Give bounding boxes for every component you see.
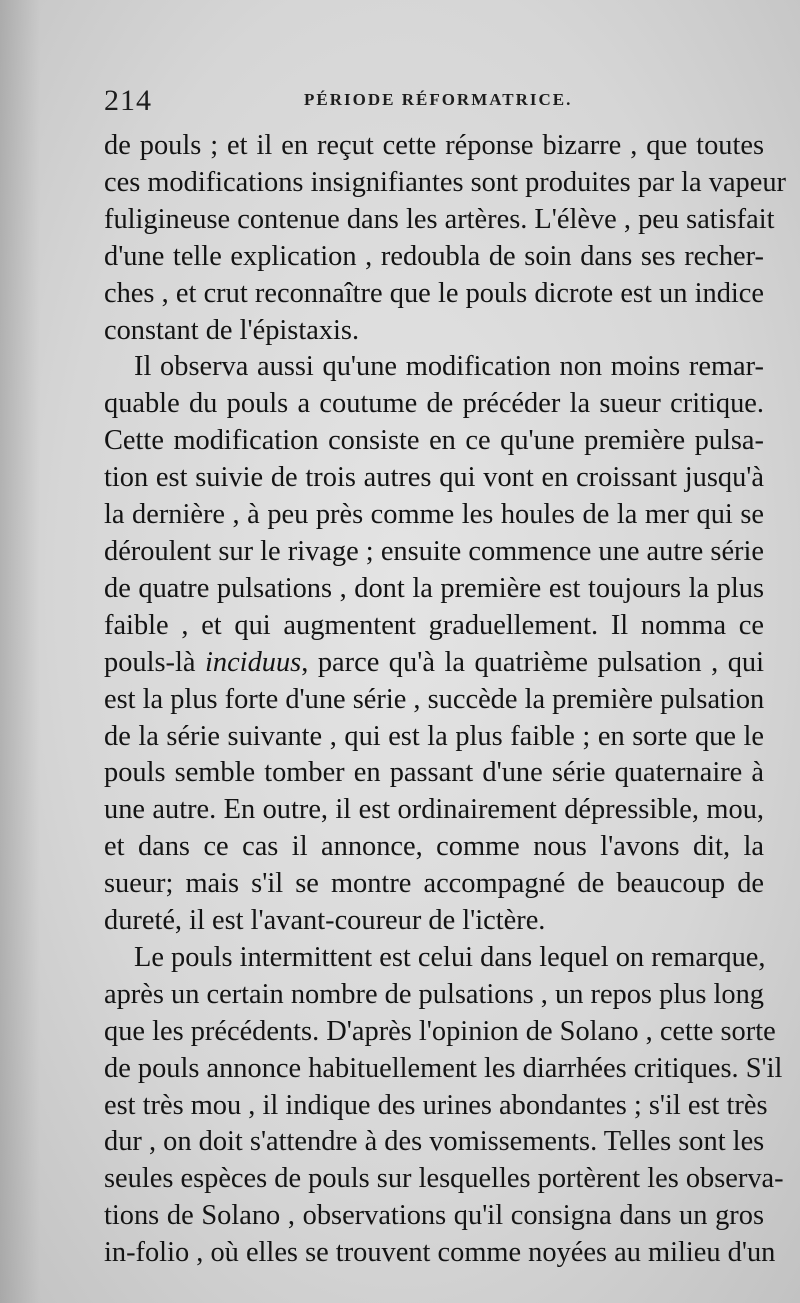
text-segment: Il observa aussi qu'une modification non moins remar-: [134, 351, 764, 383]
text-line: [104, 1051, 783, 1088]
text-line: [104, 1161, 784, 1198]
text-segment: que les précédents. D'après l'opinion de Solano , cette sorte: [104, 1015, 776, 1047]
text-line: [104, 202, 775, 239]
body-text: [104, 128, 786, 1272]
text-segment: ces modifications insignifiantes sont produites par la vapeur: [104, 166, 786, 198]
text-segment: , parce qu'à la quatrième pulsation , qui: [301, 646, 764, 678]
text-line: [104, 497, 764, 534]
text-line: [104, 977, 764, 1014]
text-line: [104, 1014, 776, 1051]
text-segment: constant de l'épistaxis.: [104, 314, 360, 346]
text-segment: Cette modification consiste en ce qu'une première pulsa-: [104, 425, 764, 457]
text-segment: in-folio , où elles se trouvent comme noyées au milieu d'un: [104, 1237, 776, 1269]
text-line: [104, 866, 764, 903]
text-line: [104, 460, 764, 497]
text-line: [104, 1124, 764, 1161]
text-segment: quable du pouls a coutume de précéder la sueur critique.: [104, 388, 764, 420]
text-line: [104, 829, 764, 866]
text-line: [104, 423, 764, 460]
text-segment: faible , et qui augmentent graduellement. Il nomma ce: [104, 609, 764, 641]
text-line: [104, 1088, 768, 1125]
text-line: [104, 313, 764, 350]
binding-shadow: [0, 0, 40, 1303]
text-line: [104, 128, 764, 165]
text-segment: tions de Solano , observations qu'il consigna dans un gros: [104, 1200, 764, 1232]
text-line: [104, 386, 764, 423]
text-segment: déroulent sur le rivage ; ensuite commence une autre série: [104, 535, 764, 567]
paragraph: [104, 128, 786, 349]
text-segment: est la plus forte d'une série , succède la première pulsation: [104, 683, 765, 715]
text-line: [104, 682, 764, 719]
text-segment: de quatre pulsations , dont la première est toujours la plus: [104, 572, 764, 604]
text-line: [104, 571, 764, 608]
text-line: [104, 239, 764, 276]
text-segment: Le pouls intermittent est celui dans lequel on remarque,: [134, 941, 766, 973]
text-line: [104, 1235, 776, 1272]
text-segment: pouls semble tomber en passant d'une série quaternaire à: [104, 757, 764, 789]
text-line: [104, 903, 764, 940]
text-segment: dureté, il est l'avant-coureur de l'ictère.: [104, 905, 546, 937]
paragraph: [104, 940, 784, 1272]
text-segment: après un certain nombre de pulsations , un repos plus long: [104, 978, 764, 1010]
text-segment: ches , et crut reconnaître que le pouls dicrote est un indice: [104, 277, 764, 309]
text-line: [104, 276, 764, 313]
page-number: 214: [104, 84, 152, 117]
text-line: [104, 792, 764, 829]
text-segment: une autre. En outre, il est ordinairement dépressible, mou,: [104, 794, 764, 826]
text-line: [104, 719, 764, 756]
text-segment: seules espèces de pouls sur lesquelles portèrent les observa-: [104, 1163, 784, 1195]
text-segment: d'une telle explication , redoubla de soin dans ses recher-: [104, 240, 764, 272]
text-segment: fuligineuse contenue dans les artères. L'élève , peu satisfait: [104, 203, 775, 235]
running-head: [104, 84, 764, 117]
text-line: [104, 349, 764, 386]
text-segment: pouls-là: [104, 646, 205, 678]
text-segment: de pouls annonce habituellement les diarrhées critiques. S'il: [104, 1052, 783, 1084]
text-segment: la dernière , à peu près comme les houles de la mer qui se: [104, 499, 764, 531]
text-segment: dur , on doit s'attendre à des vomissements. Telles sont les: [104, 1126, 765, 1158]
text-line: [104, 645, 764, 682]
text-segment: est très mou , il indique des urines abondantes ; s'il est très: [104, 1089, 768, 1121]
text-line: [104, 165, 786, 202]
text-line: [104, 940, 764, 977]
text-segment: de pouls ; et il en reçut cette réponse bizarre , que toutes: [104, 130, 764, 161]
text-line: [104, 608, 764, 645]
italic-term: inciduus: [205, 646, 302, 678]
paragraph: [104, 349, 764, 940]
text-line: [104, 1198, 764, 1235]
text-segment: de la série suivante , qui est la plus faible ; en sorte que le: [104, 720, 764, 752]
text-line: [104, 755, 764, 792]
text-segment: sueur; mais s'il se montre accompagné de beaucoup de: [104, 868, 764, 900]
text-segment: et dans ce cas il annonce, comme nous l'avons dit, la: [104, 831, 764, 863]
text-line: [104, 534, 764, 571]
running-title: PÉRIODE RÉFORMATRICE.: [304, 90, 573, 109]
text-segment: tion est suivie de trois autres qui vont en croissant jusqu'à: [104, 462, 764, 494]
